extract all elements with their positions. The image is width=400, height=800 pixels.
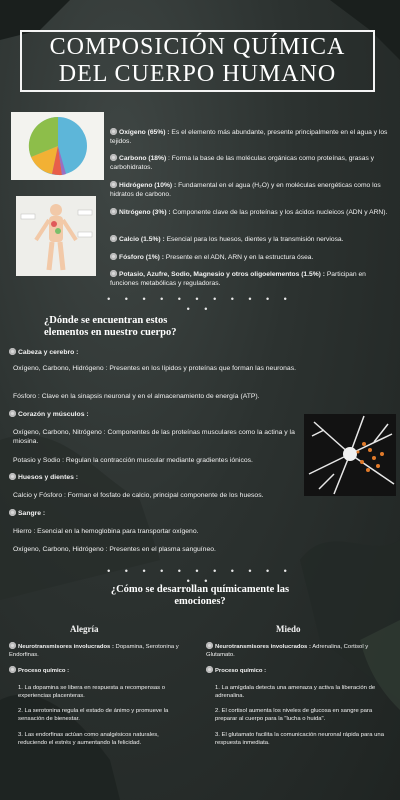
fact-phosphorus: Fósforo (1%) : Presente en el ADN, ARN y en la estructura ósea. (110, 253, 395, 262)
flower-bullet-icon (206, 642, 213, 649)
human-body-image (16, 196, 96, 276)
flower-bullet-icon (110, 270, 117, 277)
blood-label: Sangre : (9, 509, 309, 518)
neuron-illustration (304, 414, 396, 496)
blood-line-2: Oxígeno, Carbono, Hidrógeno : Presentes en el plasma sanguíneo. (13, 546, 216, 553)
title-line-1: COMPOSICIÓN QUÍMICA (49, 34, 346, 60)
fact-oxygen: Oxígeno (65%) : Es el elemento más abundante, presente principalmente en el agua y los tejidos. (110, 129, 388, 145)
flower-bullet-icon (9, 473, 16, 480)
flower-bullet-icon (110, 253, 117, 260)
bones-teeth-label: Huesos y dientes : (9, 473, 309, 482)
emotions-heading: ¿Cómo se desarrollan químicamente las emociones? (110, 584, 290, 607)
neuron-image (304, 414, 396, 496)
pie-chart-illustration (11, 112, 104, 180)
fear-title: Miedo (276, 624, 301, 634)
head-brain-line-2: Fósforo : Clave en la sinapsis neuronal y en el almacenamiento de energía (ATP). (13, 393, 260, 400)
joy-neurotransmitters: Neurotransmisores involucrados : Dopamina, Serotonina y Endorfinas. (9, 644, 179, 658)
flower-bullet-icon (110, 208, 117, 215)
section-divider: • • • • • • • • • • • • • (107, 294, 293, 314)
fear-step-3: 3. El glutamato facilita la comunicación neuronal rápida para una respuesta inmediata. (215, 732, 384, 746)
heart-muscles-line-2: Potasio y Sodio : Regulan la contracción muscular mediante gradientes iónicos. (13, 457, 253, 464)
fact-nitrogen: Nitrógeno (3%) : Componente clave de las proteínas y los ácidos nucleicos (ADN y ARN). (110, 208, 395, 217)
flower-bullet-icon (9, 509, 16, 516)
fact-calcium: Calcio (1.5%) : Esencial para los huesos, dientes y la transmisión nerviosa. (110, 235, 395, 244)
fact-carbon: Carbono (18%) : Forma la base de las moléculas orgánicas como proteínas, grasas y carbohidratos. (110, 155, 374, 171)
page-title (20, 30, 375, 92)
human-body-illustration (16, 196, 96, 276)
where-heading: ¿Dónde se encuentran estos elementos en nuestro cuerpo? (44, 315, 177, 338)
flower-bullet-icon (110, 235, 117, 242)
section-divider-2: • • • • • • • • • • • • • (107, 566, 293, 586)
fear-step-2: 2. El cortisol aumenta los niveles de glucosa en sangre para preparar al cuerpo para la "lucha o huida". (215, 708, 373, 722)
flower-bullet-icon (110, 128, 117, 135)
joy-step-1: 1. La dopamina se libera en respuesta a recompensas o experiencias placenteras. (18, 685, 166, 699)
bones-teeth-line-1: Calcio y Fósforo : Forman el fosfato de calcio, principal componente de los huesos. (13, 492, 264, 499)
fear-neurotransmitters: Neurotransmisores involucrados : Adrenalina, Cortisol y Glutamato. (206, 644, 369, 658)
fact-hydrogen: Hidrógeno (10%) : Fundamental en el agua (H₂O) y en moléculas energéticas como los hidratos de carbono. (110, 182, 381, 198)
fear-step-1: 1. La amígdala detecta una amenaza y activa la liberación de adrenalina. (215, 685, 376, 699)
joy-title: Alegría (70, 624, 99, 634)
joy-step-2: 2. La serotonina regula el estado de ánimo y promueve la sensación de bienestar. (18, 708, 169, 722)
flower-bullet-icon (206, 666, 213, 673)
flower-bullet-icon (110, 181, 117, 188)
joy-process-label: Proceso químico : (9, 666, 184, 675)
joy-step-3: 3. Las endorfinas actúan como analgésicos naturales, reduciendo el estrés y aumentando la felicidad. (18, 732, 159, 746)
head-brain-line-1: Oxígeno, Carbono, Hidrógeno : Presentes en los lípidos y proteínas que forman las neuronas. (13, 365, 296, 372)
title-line-2: DEL CUERPO HUMANO (58, 61, 337, 87)
fear-process-label: Proceso químico : (206, 666, 381, 675)
head-brain-label: Cabeza y cerebro : (9, 348, 309, 357)
flower-bullet-icon (9, 348, 16, 355)
flower-bullet-icon (9, 666, 16, 673)
fact-other-elements: Potasio, Azufre, Sodio, Magnesio y otros oligoelementos (1.5%) : Participan en funciones metabólicas y reguladoras. (110, 271, 366, 287)
heart-muscles-line-1: Oxígeno, Carbono, Nitrógeno : Componentes de las proteínas musculares como la actina y la miosina. (13, 429, 295, 445)
pie-chart-image (11, 112, 104, 180)
flower-bullet-icon (110, 154, 117, 161)
blood-line-1: Hierro : Esencial en la hemoglobina para transportar oxígeno. (13, 528, 199, 535)
heart-muscles-label: Corazón y músculos : (9, 410, 309, 419)
flower-bullet-icon (9, 642, 16, 649)
flower-bullet-icon (9, 410, 16, 417)
